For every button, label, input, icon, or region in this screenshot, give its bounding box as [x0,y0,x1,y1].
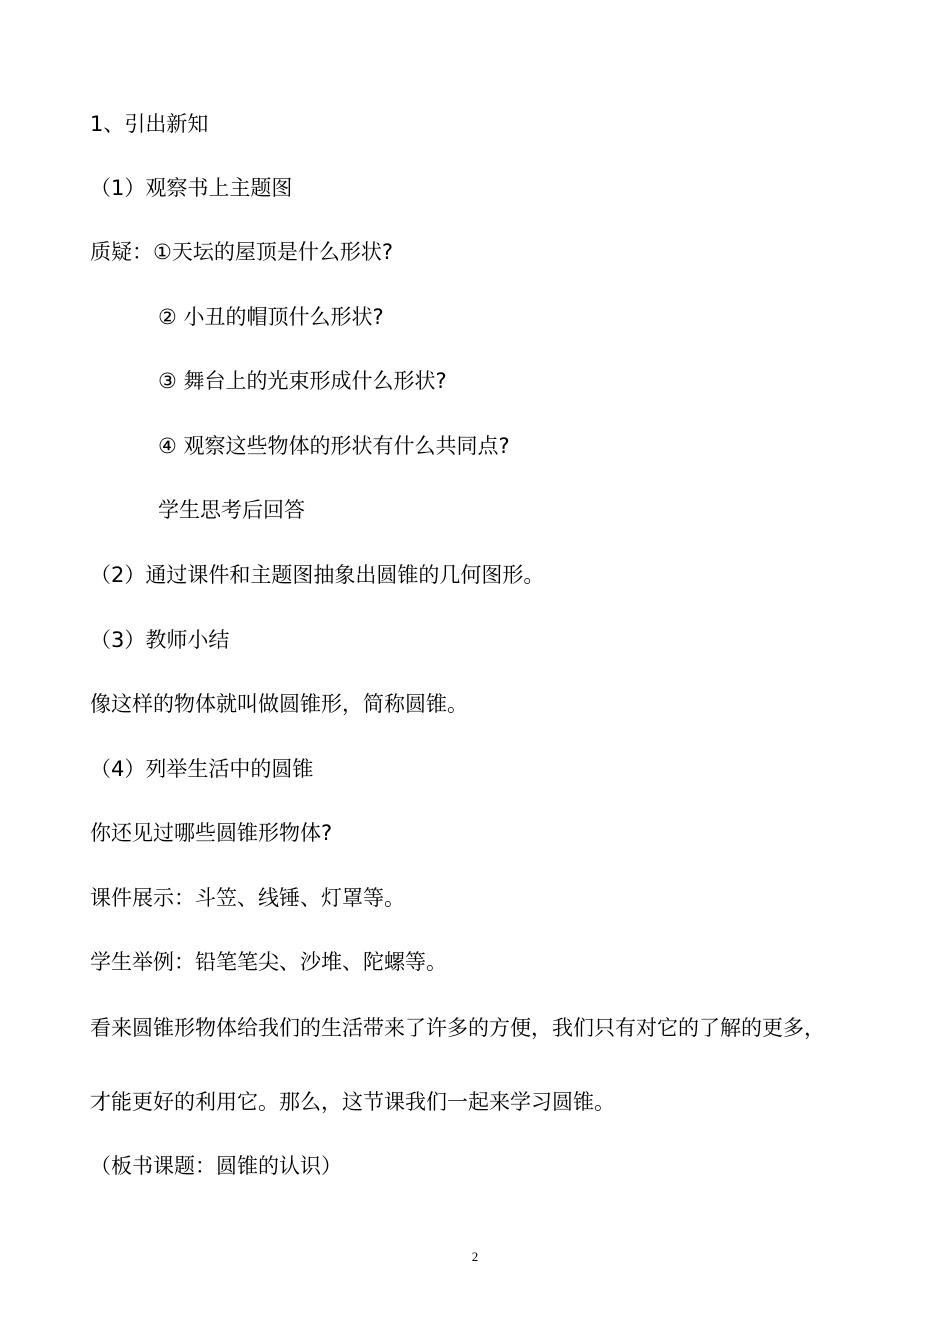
paragraph-line-1: 看来圆锥形物体给我们的生活带来了许多的方便，我们只有对它的了解的更多， [90,1016,825,1040]
courseware-line: 课件展示：斗笠、线锤、灯罩等。 [90,886,405,910]
page-number: 2 [471,1249,479,1264]
question-line-3: ③ 舞台上的光束形成什么形状? [158,369,447,393]
question-line-4: ④ 观察这些物体的形状有什么共同点? [158,434,510,458]
student-examples-line: 学生举例：铅笔笔尖、沙堆、陀螺等。 [90,950,447,974]
step-heading-2: （2）通过课件和主题图抽象出圆锥的几何图形。 [90,563,545,587]
board-title-line: （板书课题：圆锥的认识） [90,1154,342,1178]
step-heading-4: （4）列举生活中的圆锥 [90,757,314,781]
student-answer-line: 学生思考后回答 [158,498,305,522]
summary-line: 像这样的物体就叫做圆锥形，简称圆锥。 [90,692,468,716]
paragraph-line-2: 才能更好的利用它。那么，这节课我们一起来学习圆锥。 [90,1090,615,1114]
question-seen-line: 你还见过哪些圆锥形物体? [90,821,333,845]
step-heading-1: （1）观察书上主题图 [90,176,293,200]
step-heading-3: （3）教师小结 [90,628,230,652]
question-line-2: ② 小丑的帽顶什么形状? [158,305,384,329]
question-line-1: 质疑：①天坛的屋顶是什么形状? [90,240,393,264]
section-heading: 1、引出新知 [90,112,209,136]
